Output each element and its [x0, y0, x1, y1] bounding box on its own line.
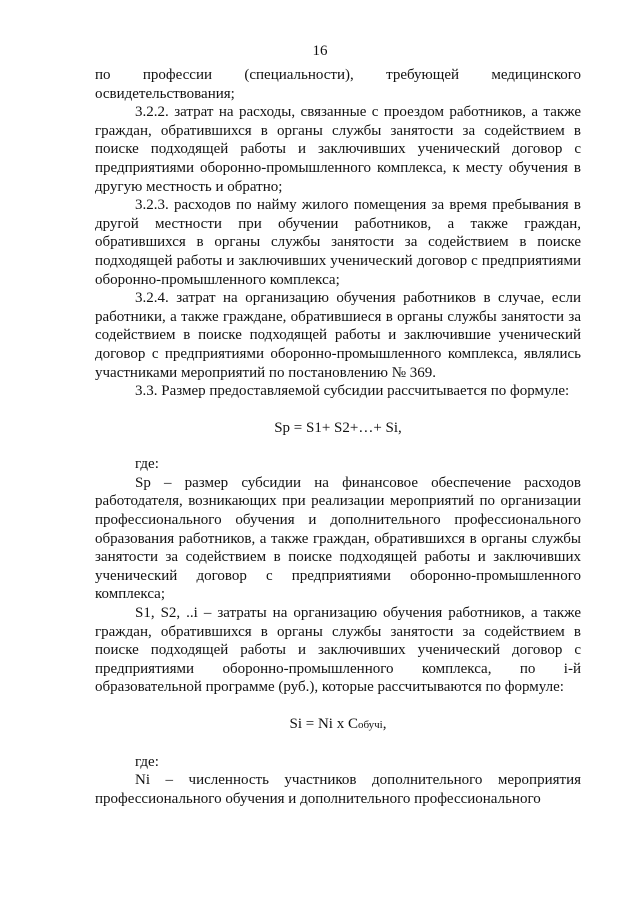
paragraph-3-2-2: 3.2.2. затрат на расходы, связанные с проездом работников, а также граждан, обратившихся в органы службы занятости за содействием в поиске подходящей работы и заключивших ученический договор с предприятиями оборонно-промышленного комплекса, к месту обучения в другую местность и обратно;	[95, 104, 581, 195]
cost-formula-subscript: обучi	[357, 719, 383, 731]
where-label-2: где:	[135, 753, 159, 770]
cost-formula	[95, 715, 581, 735]
page-number: 16	[312, 43, 328, 59]
definition-si: S1, S2, ..i – затраты на организацию обучения работников, а также граждан, обратившихся в органы службы занятости за содействием в поиске подходящей работы и заключивших ученический договор с предприятиями оборонно-промышленного комплекса, по i-й образовательной программе (руб.), которые рассчитываются по формуле:	[95, 605, 581, 696]
definition-sp: Sp – размер субсидии на финансовое обеспечение расходов работодателя, возникающих при реализации мероприятий по организации профессионального обучения и дополнительного профессионального образования работников, а также граждан, обратившихся в органы службы занятости за содействием в поиске подходящей работы и заключивших ученический договор с предприятиями оборонно-промышленного комплекса;	[95, 474, 581, 603]
document-body	[95, 66, 581, 808]
cost-formula-tail: ,	[382, 716, 387, 732]
cost-formula-main: Si = Ni x C	[289, 716, 358, 732]
paragraph-3-2-3: 3.2.3. расходов по найму жилого помещения за время пребывания в другой местности при обучении работников, а также граждан, обратившихся в органы службы занятости за содействием в поиске подходящей работы и заключивших ученический договор с предприятиями оборонно-промышленного комплекса;	[95, 197, 581, 288]
where-label: где:	[135, 456, 159, 473]
definition-ni: Ni – численность участников дополнительного мероприятия профессионального обучения и дополнительного профессионального	[95, 772, 581, 807]
subsidy-formula: Sp = S1+ S2+…+ Si,	[274, 419, 402, 436]
paragraph-3-3: 3.3. Размер предоставляемой субсидии рассчитывается по формуле:	[135, 383, 570, 400]
paragraph-continuation: по профессии (специальности), требующей медицинского освидетельствования;	[95, 67, 581, 102]
paragraph-3-2-4: 3.2.4. затрат на организацию обучения работников в случае, если работники, а также граждане, обратившиеся в органы службы занятости за содействием в поиске подходящей работы и заключившие ученический договор с предприятиями оборонно-промышленного комплекса, являлись участниками мероприятий по постановлению № 369.	[95, 290, 581, 381]
